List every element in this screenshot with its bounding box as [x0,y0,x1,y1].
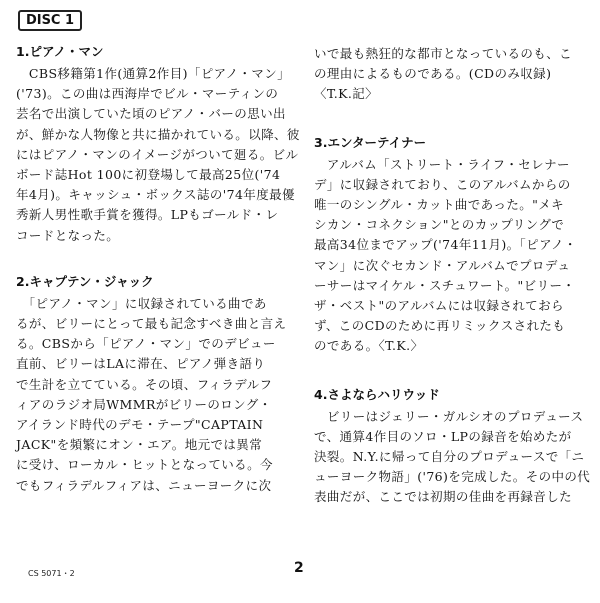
text-line: ューヨーク物語」('76)を完成した。その中の代 [314,469,591,485]
text-line: シカン・コネクション"とのカップリングで [314,217,565,233]
text-line: 唯一のシングル・カット曲であった。"メキ [314,197,565,213]
text-line: いで最も熱狂的な都市となっているのも、こ [314,46,573,61]
text-line: る。CBSから「ピアノ・マン」でのデビュー [16,336,276,352]
text-line: 表曲だが、ここでは初期の佳曲を再録音した [314,489,573,505]
section-title: 1.ピアノ・マン [16,44,104,59]
text-line: の理由によるものである。(CDのみ収録) [314,66,552,82]
text-line: JACK"を頻繁にオン・エア。地元では異常 [16,437,263,453]
text-line: ('73)。この曲は西海岸でビル・マーティンの [16,86,279,102]
text-line: 〈T.K.記〉 [314,86,379,102]
continuation-text [314,44,586,105]
text-line: 年4月)。キャッシュ・ボックス誌の'74年度最優 [16,187,295,203]
text-line: ビリーはジェリー・ガルシオのプロデュース [314,408,584,424]
text-line: ず、このCDのために再リミックスされたも [314,318,566,334]
section-captain-jack [16,272,288,496]
text-line: ィアのラジオ局WMMRがビリーのロング・ [16,396,272,412]
text-line: 芸名で出演していた頃のピアノ・バーの思い出 [16,106,286,122]
text-line: に受け、ローカル・ヒットとなっている。今 [16,457,273,473]
left-column [16,42,300,496]
right-column [314,44,591,508]
text-line: にはピアノ・マンのイメージがついて廻る。ビル [16,146,299,162]
text-line: 最高34位までアップ('74年11月)。「ピアノ・ [314,237,577,253]
section-say-goodbye-to-hollywood [314,385,591,508]
text-line: 決裂。N.Y.に帰って自分のプロデュースで「ニ [314,449,585,465]
text-line: CBS移籍第1作(通算2作目)「ピアノ・マン」 [16,66,291,81]
text-line: ザ・ベスト"のアルバムには収録されておら [314,298,564,314]
text-line: アイランド時代のデモ・テープ"CAPTAIN [16,417,264,433]
catalog-code: CS 5071・2 [28,569,75,578]
section-entertainer [314,133,586,357]
text-line: デ」に収録されており、このアルバムからの [314,176,571,192]
text-line: アルバム「ストリート・ライフ・セレナー [314,156,570,172]
section-title: 4.さよならハリウッド [314,386,440,402]
text-line: で、通算4作目のソロ・LPの録音を始めたが [314,428,572,444]
section-title: 2.キャプテン・ジャック [16,273,154,289]
text-line: 秀新人男性歌手賞を獲得。LPもゴールド・レ [16,207,279,223]
text-line: 「ピアノ・マン」に収録されている曲であ [16,295,267,311]
text-line: のである。〈T.K.〉 [314,338,424,354]
text-line: マン」に次ぐセカンド・アルバムでプロデュ [314,257,571,273]
text-line: 直前、ビリーはLAに滞在、ピアノ弾き語り [16,356,266,372]
page-number: 2 [294,560,304,576]
section-piano-man [16,42,300,246]
text-line: るが、ビリーにとって最も記念すべき曲と言え [16,316,287,332]
section-title: 3.エンターテイナー [314,134,427,150]
text-line: で生計を立てている。その頃、フィラデルフ [16,376,273,392]
disc-label: DISC 1 [18,10,82,31]
text-line: でもフィラデルフィアは、ニューヨークに次 [16,477,272,493]
text-line: ボード誌Hot 100に初登場して最高25位('74 [16,167,281,183]
text-line: が、鮮かな人物像と共に描かれている。以降、彼 [16,126,300,142]
text-line: コードとなった。 [16,227,120,243]
text-line: ーサーはマイケル・スチュワート。"ビリー・ [314,277,576,293]
